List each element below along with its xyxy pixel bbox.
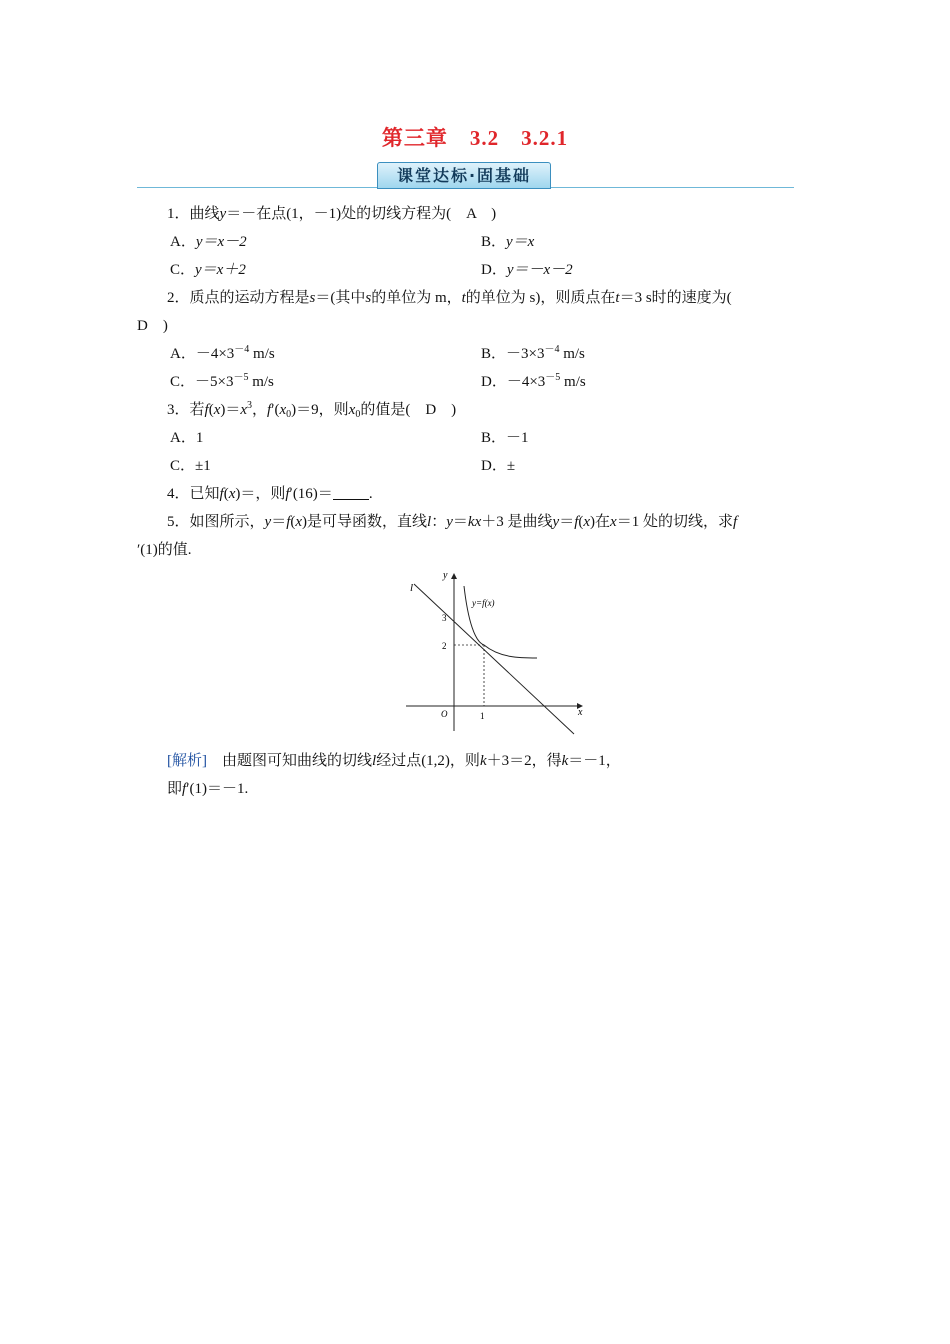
question-3-option-c: C．±1 [170, 458, 211, 474]
question-5-stem: 5．如图所示，y＝f(x)是可导函数，直线l：y＝kx＋3 是曲线y＝f(x)在x＝1 处的切线，求f [167, 514, 738, 530]
solution-line-2: 即f′(1)＝－1. [167, 781, 249, 797]
label-curve: y=f(x) [472, 598, 495, 608]
question-1-option-c: C．y＝x＋2 [170, 262, 246, 278]
question-2-option-c: C．$-5\times 3^{-5}$ m/s [170, 372, 274, 390]
question-5-stem-cont: ′(1)的值. [137, 542, 192, 558]
label-l: l [410, 582, 414, 594]
label-3: 3 [442, 613, 447, 623]
label-x: x [578, 707, 583, 718]
question-2-answer: D ) [137, 318, 168, 334]
solution-line-1: [解析] 由题图可知曲线的切线l经过点(1,2)，则k＋3＝2，得k＝－1， [167, 753, 621, 769]
chapter-title: 第三章 3.2 3.2.1 [381, 126, 569, 150]
question-2-option-d: D．$-4\times 3^{-5}$ m/s [481, 372, 586, 390]
question-2-stem: 2．质点的运动方程是s＝(其中s的单位为 m，t的单位为 s)，则质点在t＝3 s时的速度为( [167, 290, 732, 306]
question-4-stem: 4．已知f(x)＝，则f′(16)＝ . [167, 486, 373, 502]
question-3-option-b: B．－1 [481, 430, 529, 446]
label-1: 1 [480, 711, 485, 721]
curve-f [464, 586, 537, 658]
label-y: y [443, 570, 448, 581]
question-2-option-b: B．$-3\times 3^{-4}$ m/s [481, 344, 585, 362]
label-origin: O [441, 709, 448, 719]
label-2: 2 [442, 641, 447, 651]
question-1-stem: 1．曲线y＝－在点(1，－1)处的切线方程为( A ) [167, 206, 497, 222]
question-3-stem: 3．若$f(x)=x^3$，$f'(x_0)=9$，则$x_0$的值是( D ) [167, 400, 457, 420]
question-3-option-a: A．1 [170, 430, 204, 446]
question-1-option-b: B．y＝x [481, 234, 535, 250]
tangent-line-figure [400, 566, 590, 736]
question-3-option-d: D．± [481, 458, 516, 474]
question-1-option-a: A．y＝x－2 [170, 234, 247, 250]
answer-blank [333, 485, 369, 500]
section-banner: 课堂达标·固基础 [377, 162, 551, 189]
question-1-option-d: D．y＝－x－2 [481, 262, 573, 278]
solution-tag: [解析] [167, 753, 207, 769]
question-2-option-a: A．$-4\times 3^{-4}$ m/s [170, 344, 275, 362]
